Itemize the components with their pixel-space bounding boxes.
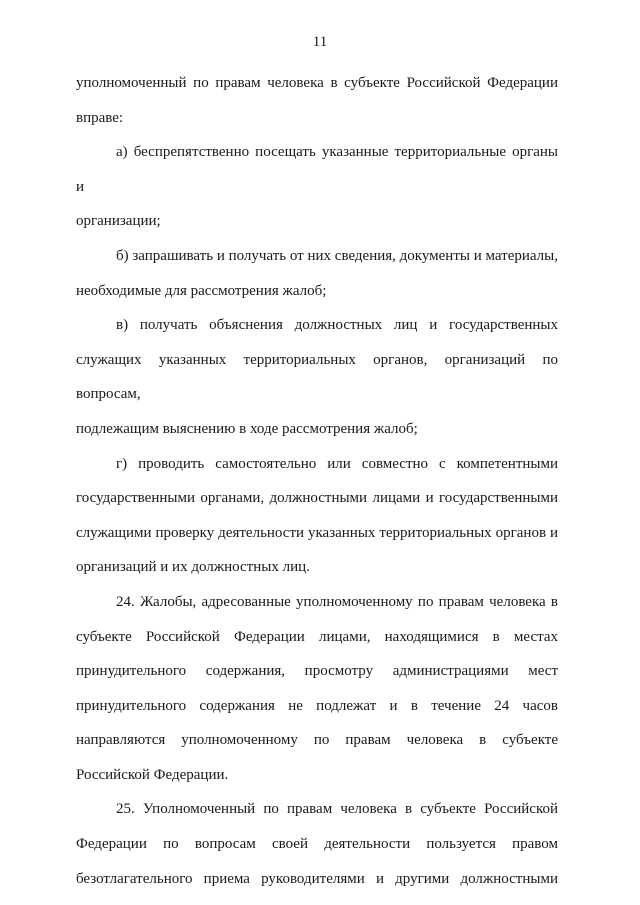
list-item-v-line: служащих указанных территориальных органов, организаций по вопросам,: [76, 351, 558, 403]
clause-24-line: принудительного содержания, просмотру администрациями мест: [76, 663, 558, 680]
list-item-a-line: а) беспрепятственно посещать указанные территориальные органы и: [76, 144, 558, 195]
list-item-g-line: государственными органами, должностными лицами и государственными: [76, 490, 558, 507]
list-item-b-line: б) запрашивать и получать от них сведения, документы и материалы,: [116, 247, 558, 264]
clause-24-line: Российской Федерации.: [76, 766, 229, 783]
page-number: 11: [312, 34, 328, 50]
list-item-a-line: организации;: [76, 213, 161, 230]
document-body: [76, 66, 558, 896]
list-item-g-line: организаций и их должностных лиц.: [76, 559, 310, 576]
list-item-b-line: необходимые для рассмотрения жалоб;: [76, 282, 327, 299]
list-item-v-line: в) получать объяснения должностных лиц и государственных: [116, 317, 558, 334]
list-item-g-line: г) проводить самостоятельно или совместно с компетентными: [116, 455, 558, 472]
clause-25-line: Федерации по вопросам своей деятельности пользуется правом: [76, 836, 558, 853]
clause-24-line: субъекте Российской Федерации лицами, находящимися в местах: [76, 628, 558, 645]
clause-24-line: 24. Жалобы, адресованные уполномоченному по правам человека в: [116, 593, 558, 610]
body-line: уполномоченный по правам человека в субъекте Российской Федерации: [76, 75, 558, 91]
clause-25-line: безотлагательного приема руководителями и другими должностными: [76, 870, 558, 887]
body-line: вправе:: [76, 109, 124, 126]
list-item-v-line: подлежащим выяснению в ходе рассмотрения жалоб;: [76, 420, 418, 437]
clause-25-line: 25. Уполномоченный по правам человека в субъекте Российской: [116, 801, 558, 818]
list-item-g-line: служащими проверку деятельности указанных территориальных органов и: [76, 524, 558, 541]
clause-24-line: принудительного содержания не подлежат и в течение 24 часов: [76, 697, 558, 714]
clause-24-line: направляются уполномоченному по правам человека в субъекте: [76, 732, 558, 749]
